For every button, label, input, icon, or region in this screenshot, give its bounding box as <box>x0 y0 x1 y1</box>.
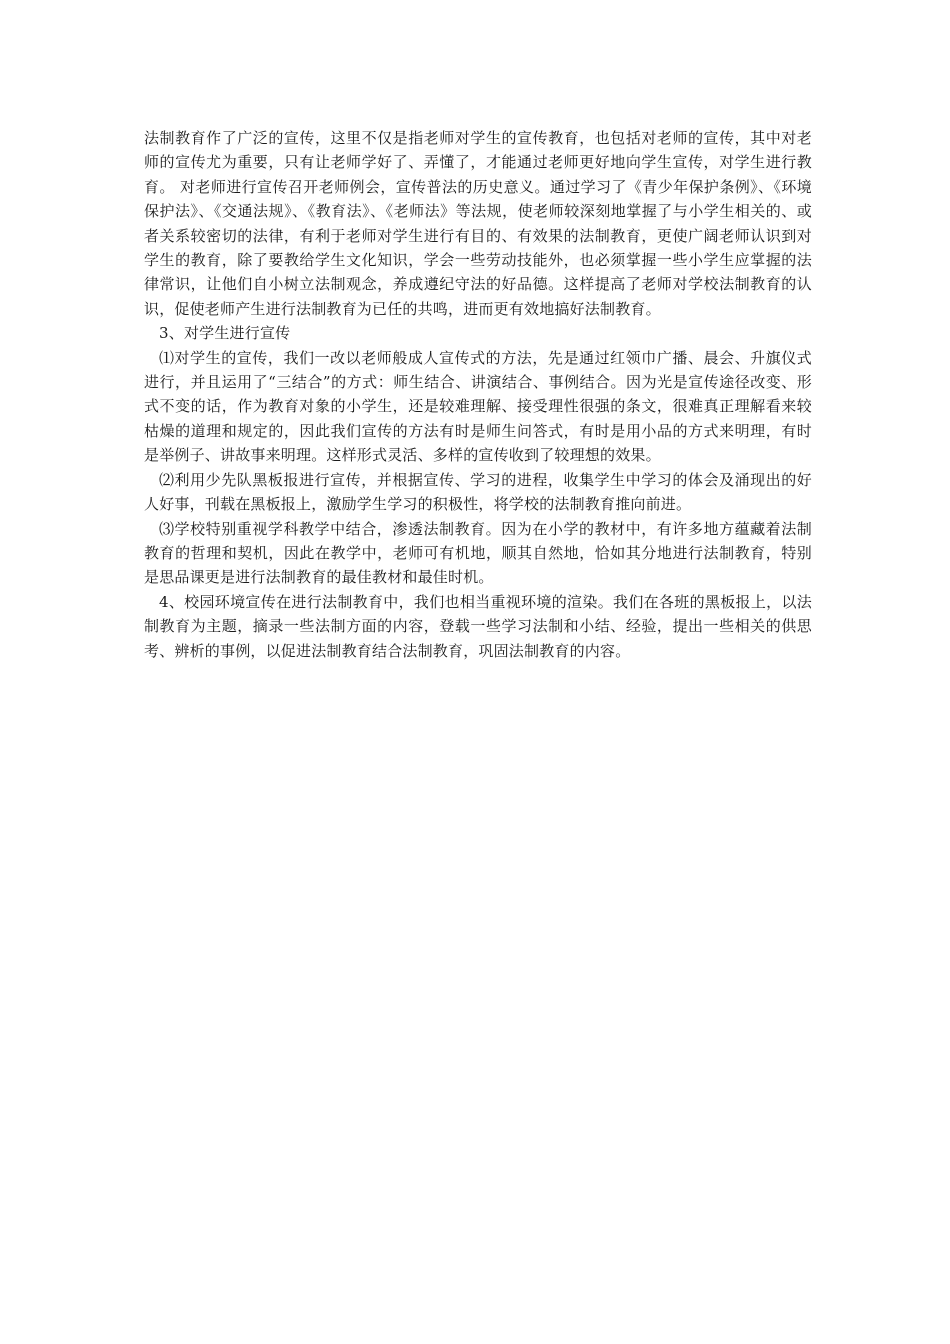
paragraph-campus-environment: 4、校园环境宣传在进行法制教育中，我们也相当重视环境的渲染。我们在各班的黑板报上，以法制教育为主题，摘录一些法制方面的内容，登载一些学习法制和小结、经验，提出一些相关的供思考、辨析的事例，以促进法制教育结合法制教育，巩固法制教育的内容。 <box>144 592 812 660</box>
document-body <box>144 126 812 663</box>
heading-student-publicity: 3、对学生进行宣传 <box>159 324 291 343</box>
paragraph-teacher-publicity: 法制教育作了广泛的宣传，这里不仅是指老师对学生的宣传教育，也包括对老师的宣传，其中对老师的宣传尤为重要，只有让老师学好了、弄懂了，才能通过老师更好地向学生宣传，对学生进行教育。 对老师进行宣传召开老师例会，宣传普法的历史意义。通过学习了《青少年保护条例》、《环境保护法》、《交通法规》、《教育法》、《老师法》等法规，使老师较深刻地掌握了与小学生相关的、或者关系较密切的法律，有利于老师对学生进行有目的、有效果的法制教育，更使广阔老师认识到对学生的教育，除了要教给学生文化知识，学会一些劳动技能外，也必须掌握一些小学生应掌握的法律常识，让他们自小树立法制观念，养成遵纪守法的好品德。这样提高了老师对学校法制教育的认识，促使老师产生进行法制教育为已任的共鸣，进而更有效地搞好法制教育。 <box>144 129 812 318</box>
paragraph-item-3: ⑶学校特别重视学科教学中结合，渗透法制教育。因为在小学的教材中，有许多地方蕴藏着法制教育的哲理和契机，因此在教学中，老师可有机地，顺其自然地，恰如其分地进行法制教育，特别是思品课更是进行法制教育的最佳教材和最佳时机。 <box>144 519 812 587</box>
paragraph-item-2: ⑵利用少先队黑板报进行宣传，并根据宣传、学习的进程，收集学生中学习的体会及涌现出的好人好事，刊载在黑板报上，激励学生学习的积极性，将学校的法制教育推向前进。 <box>144 470 812 514</box>
paragraph-item-1: ⑴对学生的宣传，我们一改以老师般成人宣传式的方法，先是通过红领巾广播、晨会、升旗仪式进行，并且运用了“三结合”的方式：师生结合、讲演结合、事例结合。因为光是宣传途径改变、形式不变的话，作为教育对象的小学生，还是较难理解、接受理性很强的条文，很难真正理解看来较枯燥的道理和规定的，因此我们宣传的方法有时是师生问答式，有时是用小品的方式来明理，有时是举例子、讲故事来明理。这样形式灵活、多样的宣传收到了较理想的效果。 <box>144 348 812 465</box>
